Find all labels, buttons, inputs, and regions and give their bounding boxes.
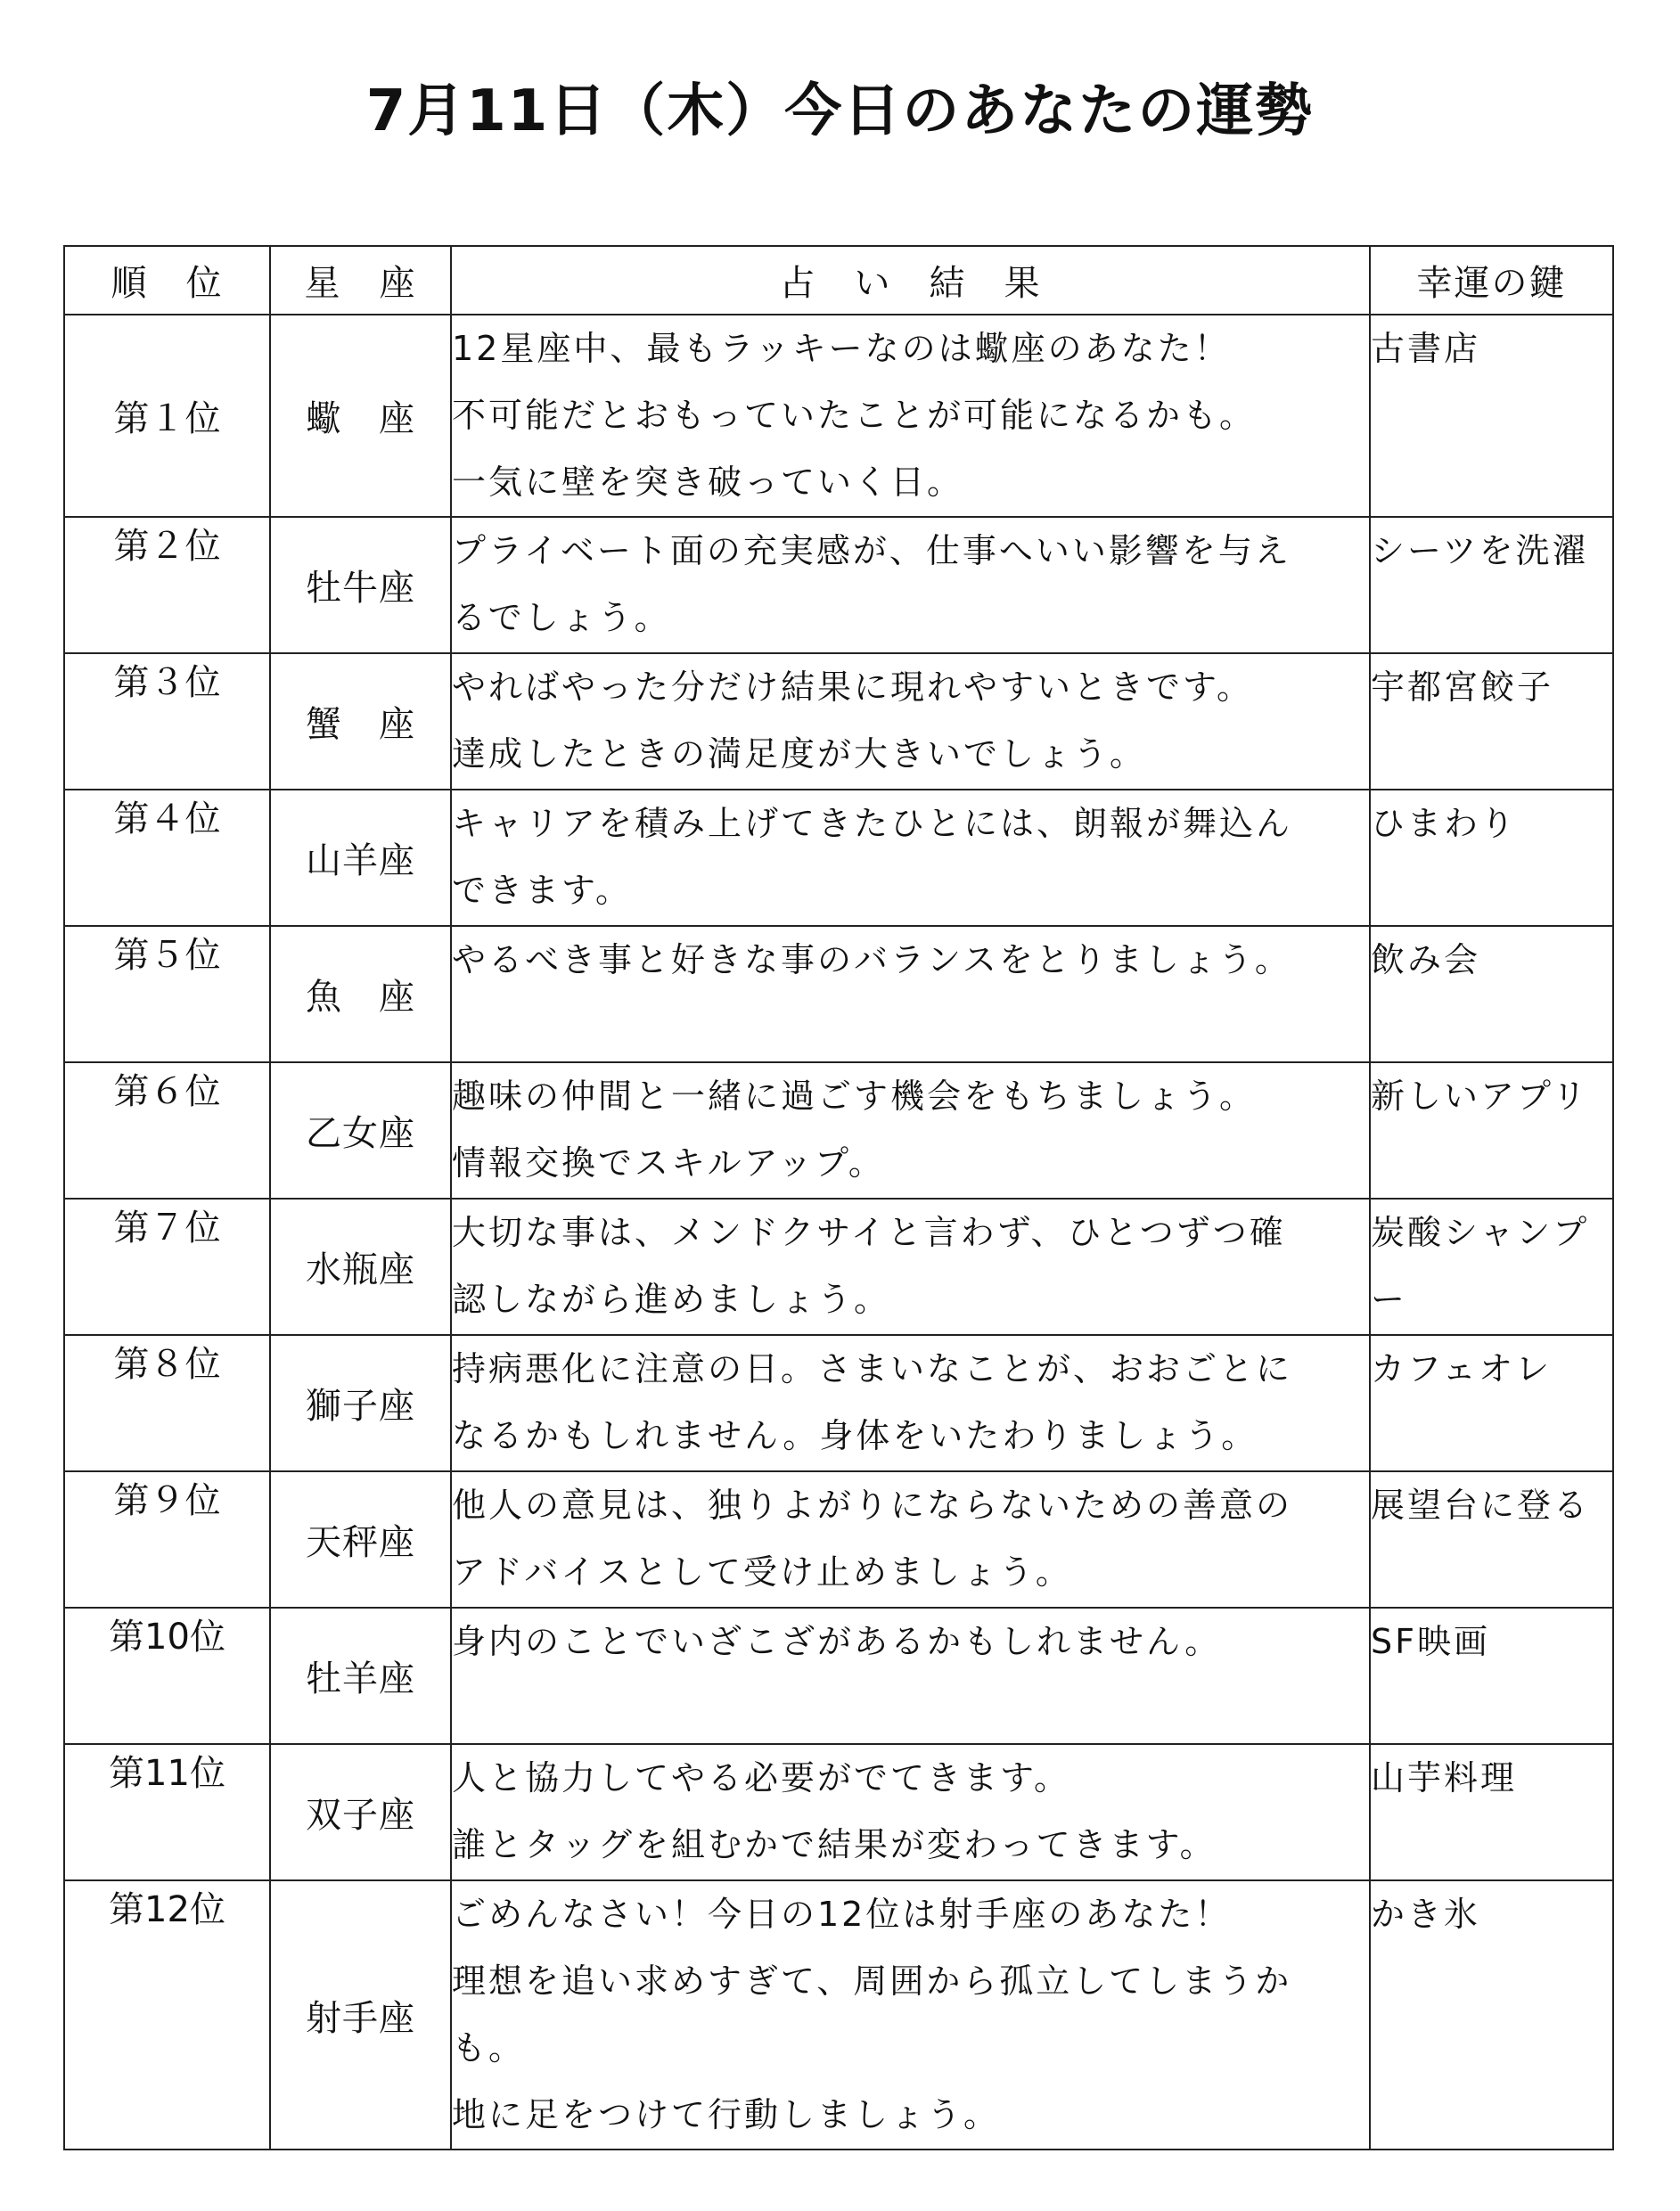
rank-cell: 第４位	[64, 790, 270, 926]
lucky-key-cell: 展望台に登る	[1370, 1471, 1613, 1608]
rank-cell: 第11位	[64, 1744, 270, 1880]
rank-cell: 第８位	[64, 1335, 270, 1471]
rank-cell: 第６位	[64, 1062, 270, 1199]
result-line: 大切な事は、メンドクサイと言わず、ひとつずつ確	[452, 1213, 1286, 1252]
sign-cell: 蟹 座	[270, 653, 451, 790]
fortune-table	[63, 245, 1614, 2150]
sign-cell: 牡羊座	[270, 1608, 451, 1744]
result-line: 認しながら進めましょう。	[452, 1280, 891, 1319]
result-cell	[451, 1880, 1370, 2150]
table-row	[64, 653, 1613, 790]
result-line: 理想を追い求めすぎて、周囲から孤立してしまうか	[452, 1961, 1292, 2001]
page-title: 7月11日（木）今日のあなたの運勢	[365, 78, 1315, 144]
result-cell	[451, 1471, 1370, 1608]
lucky-key-cell: 山芋料理	[1370, 1744, 1613, 1880]
sign-cell: 山羊座	[270, 790, 451, 926]
result-line: プライベート面の充実感が、仕事へいい影響を与え	[452, 531, 1291, 570]
table-body	[64, 315, 1613, 2150]
lucky-key-cell: 宇都宮餃子	[1370, 653, 1613, 790]
result-line: 誰とタッグを組むかで結果が変わってきます。	[452, 1825, 1217, 1864]
lucky-key-cell: ひまわり	[1370, 790, 1613, 926]
rank-cell: 第５位	[64, 926, 270, 1062]
lucky-key-cell: SF映画	[1370, 1608, 1613, 1744]
result-cell	[451, 315, 1370, 517]
sign-cell: 魚 座	[270, 926, 451, 1062]
result-line: ごめんなさい！今日の12位は射手座のあなた！	[452, 1895, 1232, 1934]
rank-cell: 第10位	[64, 1608, 270, 1744]
result-line: 地に足をつけて行動しましょう。	[452, 2095, 1001, 2134]
result-line: なるかもしれません。身体をいたわりましょう。	[452, 1416, 1258, 1455]
result-line: アドバイスとして受け止めましょう。	[452, 1552, 1072, 1592]
header-sign: 星 座	[270, 246, 451, 315]
sign-cell: 獅子座	[270, 1335, 451, 1471]
table-row	[64, 517, 1613, 653]
lucky-key-cell: かき氷	[1370, 1880, 1613, 2150]
table-row	[64, 1744, 1613, 1880]
result-cell	[451, 517, 1370, 653]
result-cell	[451, 1608, 1370, 1744]
lucky-key-cell: 新しいアプリ	[1370, 1062, 1613, 1199]
result-cell	[451, 790, 1370, 926]
table-row	[64, 1335, 1613, 1471]
result-line: 持病悪化に注意の日。さまいなことが、おおごとに	[452, 1349, 1293, 1388]
sign-cell: 双子座	[270, 1744, 451, 1880]
header-result: 占 い 結 果	[451, 246, 1370, 315]
header-key: 幸運の鍵	[1370, 246, 1613, 315]
result-line: 趣味の仲間と一緒に過ごす機会をもちましょう。	[452, 1077, 1257, 1116]
result-line: できます。	[452, 871, 632, 910]
lucky-key-cell: 飲み会	[1370, 926, 1613, 1062]
result-line: やるべき事と好きな事のバランスをとりましょう。	[452, 940, 1291, 979]
lucky-key-cell: 炭酸シャンプー	[1370, 1199, 1613, 1335]
result-line: 不可能だとおもっていたことが可能になるかも。	[452, 396, 1257, 435]
result-line: 他人の意見は、独りよがりにならないための善意の	[452, 1486, 1293, 1525]
result-line: 人と協力してやる必要がでてきます。	[452, 1758, 1070, 1797]
result-line: 12星座中、最もラッキーなのは蠍座のあなた！	[452, 329, 1231, 368]
table-row	[64, 1062, 1613, 1199]
result-line: 身内のことでいざこざがあるかもしれません。	[452, 1622, 1222, 1661]
table-row	[64, 1608, 1613, 1744]
lucky-key-cell: 古書店	[1370, 315, 1613, 517]
result-line: も。	[452, 2028, 526, 2068]
rank-cell: 第12位	[64, 1880, 270, 2150]
sign-cell: 射手座	[270, 1880, 451, 2150]
result-cell	[451, 1335, 1370, 1471]
result-line: 達成したときの満足度が大きいでしょう。	[452, 734, 1147, 774]
result-cell	[451, 1199, 1370, 1335]
result-cell	[451, 926, 1370, 1062]
result-cell	[451, 653, 1370, 790]
sign-cell: 乙女座	[270, 1062, 451, 1199]
table-row	[64, 926, 1613, 1062]
rank-cell: 第７位	[64, 1199, 270, 1335]
table-row	[64, 1471, 1613, 1608]
header-rank: 順 位	[64, 246, 270, 315]
rank-cell: 第３位	[64, 653, 270, 790]
table-row	[64, 1199, 1613, 1335]
table-header-row	[64, 246, 1613, 315]
result-line: るでしょう。	[452, 598, 671, 637]
table-row	[64, 315, 1613, 517]
result-line: 一気に壁を突き破っていく日。	[452, 463, 964, 502]
table-row	[64, 790, 1613, 926]
rank-cell: 第１位	[64, 315, 270, 517]
result-line: やればやった分だけ結果に現れやすいときです。	[452, 667, 1253, 707]
sign-cell: 水瓶座	[270, 1199, 451, 1335]
rank-cell: 第２位	[64, 517, 270, 653]
table-row	[64, 1880, 1613, 2150]
lucky-key-cell: シーツを洗濯	[1370, 517, 1613, 653]
rank-cell: 第９位	[64, 1471, 270, 1608]
result-cell	[451, 1062, 1370, 1199]
sign-cell: 天秤座	[270, 1471, 451, 1608]
result-line: 情報交換でスキルアップ。	[452, 1143, 885, 1183]
sign-cell: 蠍 座	[270, 315, 451, 517]
lucky-key-cell: カフェオレ	[1370, 1335, 1613, 1471]
sign-cell: 牡牛座	[270, 517, 451, 653]
result-line: キャリアを積み上げてきたひとには、朗報が舞込ん	[452, 804, 1293, 843]
result-cell	[451, 1744, 1370, 1880]
